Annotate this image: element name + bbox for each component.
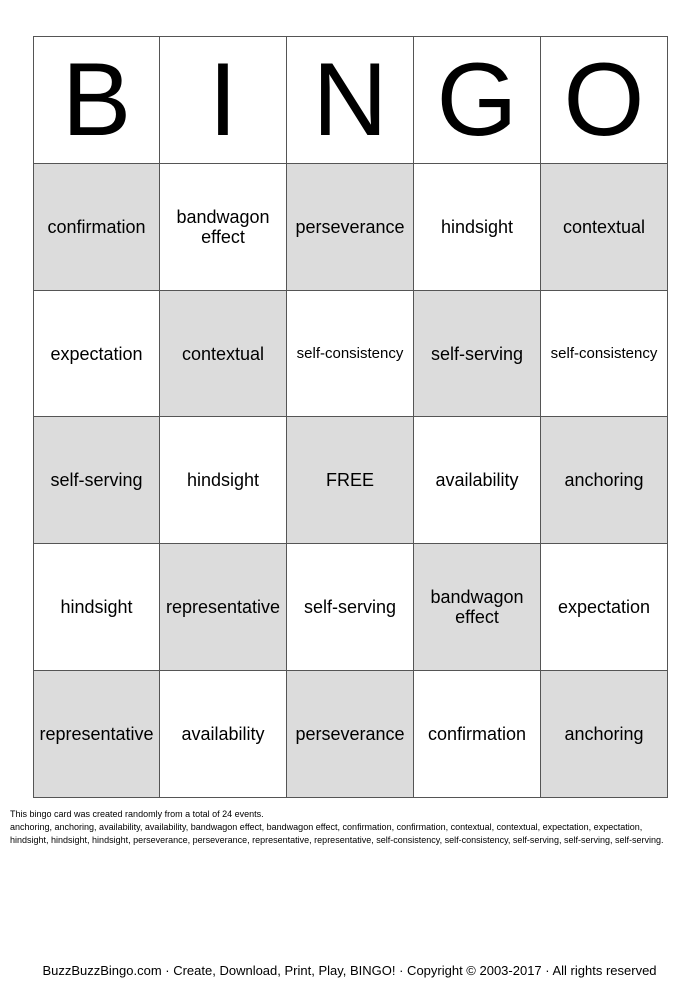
bingo-cell: confirmation <box>414 671 541 798</box>
bingo-cell: self-serving <box>414 291 541 417</box>
bingo-cell: self-consistency <box>287 291 414 417</box>
bingo-cell: hindsight <box>160 417 287 544</box>
bingo-cell: representative <box>160 544 287 671</box>
header-i: I <box>160 37 287 164</box>
bingo-cell: availability <box>160 671 287 798</box>
bingo-cell: perseverance <box>287 671 414 798</box>
header-o: O <box>541 37 668 164</box>
bingo-cell: anchoring <box>541 671 668 798</box>
footer-copyright: BuzzBuzzBingo.com · Create, Download, Print, Play, BINGO! · Copyright © 2003-2017 · All rights reserved <box>42 963 657 978</box>
free-space-cell: FREE <box>287 417 414 544</box>
header-g: G <box>414 37 541 164</box>
bingo-cell: self-serving <box>287 544 414 671</box>
bingo-cell: hindsight <box>34 544 160 671</box>
card-info <box>10 808 682 847</box>
bingo-cell: anchoring <box>541 417 668 544</box>
bingo-cell: perseverance <box>287 164 414 291</box>
bingo-cell: expectation <box>541 544 668 671</box>
bingo-cell: availability <box>414 417 541 544</box>
bingo-cell: contextual <box>541 164 668 291</box>
bingo-card <box>33 36 668 798</box>
header-b: B <box>34 37 160 164</box>
bingo-cell: confirmation <box>34 164 160 291</box>
bingo-cell: representative <box>34 671 160 798</box>
bingo-cell: contextual <box>160 291 287 417</box>
bingo-cell: hindsight <box>414 164 541 291</box>
bingo-cell: self-consistency <box>541 291 668 417</box>
card-info-summary: This bingo card was created randomly from a total of 24 events. <box>10 809 264 819</box>
bingo-cell: bandwagon effect <box>414 544 541 671</box>
header-n: N <box>287 37 414 164</box>
card-info-events: anchoring, anchoring, availability, availability, bandwagon effect, bandwagon effect, confirmation, confirmation, contextual, contextual, expectation, expectation, hindsight, hindsight, hindsight, perseverance, perseverance, representative, representative, self-consistency, self-consistency, self-serving, self-serving, self-serving. <box>10 822 664 845</box>
bingo-cell: bandwagon effect <box>160 164 287 291</box>
bingo-cell: self-serving <box>34 417 160 544</box>
bingo-cell: expectation <box>34 291 160 417</box>
